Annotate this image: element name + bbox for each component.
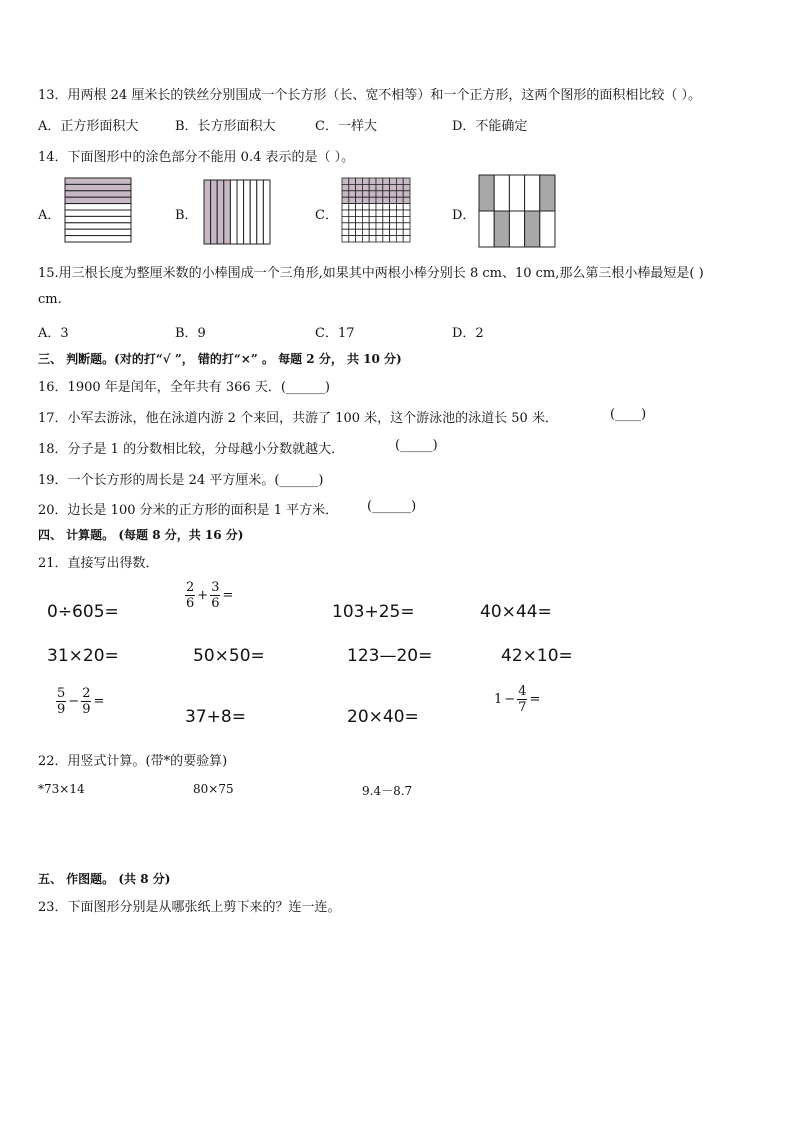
strip bbox=[224, 180, 231, 244]
grid-cell bbox=[390, 236, 397, 242]
grid-cell bbox=[349, 184, 356, 190]
grid-cell bbox=[369, 210, 376, 216]
calc-20-times-40[interactable]: 20×40= bbox=[347, 707, 419, 727]
grid-cell bbox=[494, 211, 509, 247]
q14-figure-b[interactable] bbox=[203, 179, 271, 245]
strip bbox=[263, 180, 270, 244]
denominator: 9 bbox=[82, 702, 91, 717]
grid-cell bbox=[403, 216, 410, 222]
grid-cell bbox=[362, 210, 369, 216]
calc-37-plus-8[interactable]: 37+8= bbox=[185, 707, 246, 727]
equals-sign: = bbox=[222, 588, 234, 603]
grid-cell bbox=[383, 210, 390, 216]
operator: − bbox=[68, 694, 80, 709]
operator: + bbox=[197, 588, 209, 603]
grid-cell bbox=[356, 204, 363, 210]
grid-cell bbox=[383, 216, 390, 222]
grid-cell bbox=[376, 223, 383, 229]
grid-cell bbox=[356, 236, 363, 242]
grid-cell bbox=[403, 223, 410, 229]
grid-cell bbox=[376, 236, 383, 242]
grid-cell bbox=[390, 178, 397, 184]
q13-option-b[interactable]: B．长方形面积大 bbox=[175, 119, 276, 134]
grid-cell bbox=[356, 229, 363, 235]
section-4-title: 四、 计算题。 (每题 8 分，共 16 分) bbox=[38, 528, 244, 542]
q13-option-a[interactable]: A．正方形面积大 bbox=[38, 119, 139, 134]
denominator: 7 bbox=[518, 700, 527, 715]
grid-cell bbox=[525, 211, 540, 247]
grid-cell bbox=[342, 236, 349, 242]
grid-cell bbox=[383, 184, 390, 190]
grid-cell bbox=[509, 175, 524, 211]
fraction bbox=[56, 686, 66, 717]
strip bbox=[65, 210, 131, 216]
q17-text: 17．小军去游泳，他在泳道内游 2 个来回，共游了 100 米，这个游泳池的泳道长 50 米． bbox=[38, 411, 558, 426]
strip bbox=[65, 191, 131, 197]
q13-text: 13．用两根 24 厘米长的铁丝分别围成一个长方形（长、宽不相等）和一个正方形，这两个图形的面积相比较（ ）。 bbox=[38, 88, 701, 103]
grid-cell bbox=[396, 229, 403, 235]
whole-number: 1 bbox=[494, 692, 503, 707]
grid-cell bbox=[342, 197, 349, 203]
grid-cell bbox=[376, 204, 383, 210]
grid-cell bbox=[540, 175, 555, 211]
fraction bbox=[81, 686, 91, 717]
grid-cell bbox=[403, 197, 410, 203]
q15-option-a[interactable]: A．3 bbox=[38, 326, 69, 341]
grid-cell bbox=[383, 223, 390, 229]
grid-cell bbox=[376, 184, 383, 190]
grid-cell bbox=[383, 178, 390, 184]
grid-cell bbox=[349, 197, 356, 203]
q22-item-9-4-minus-8-7[interactable]: 9.4－8.7 bbox=[362, 784, 413, 798]
q23-text: 23．下面图形分别是从哪张纸上剪下来的？连一连。 bbox=[38, 900, 341, 915]
q16-row bbox=[38, 376, 330, 395]
q17-answer-blank[interactable]: (____) bbox=[610, 407, 647, 422]
strip bbox=[65, 223, 131, 229]
q21-title: 21．直接写出得数． bbox=[38, 556, 159, 571]
grid-cell bbox=[396, 216, 403, 222]
grid-cell bbox=[349, 178, 356, 184]
grid-cell bbox=[376, 210, 383, 216]
grid-cell bbox=[525, 175, 540, 211]
q18-answer-blank[interactable]: (_____) bbox=[395, 438, 438, 453]
q19-answer-blank[interactable]: (______) bbox=[274, 473, 324, 488]
grid-cell bbox=[356, 184, 363, 190]
grid-cell bbox=[396, 184, 403, 190]
calc-frac-5-9-minus-2-9[interactable] bbox=[56, 686, 106, 717]
numerator: 2 bbox=[82, 686, 91, 701]
q15-text-line2: cm. bbox=[38, 292, 62, 307]
grid-cell bbox=[369, 184, 376, 190]
grid-cell bbox=[479, 175, 494, 211]
denominator: 6 bbox=[186, 596, 195, 611]
strip bbox=[65, 197, 131, 203]
grid-cell bbox=[362, 216, 369, 222]
strip bbox=[65, 216, 131, 222]
q15-option-b[interactable]: B．9 bbox=[175, 326, 206, 341]
grid-cell bbox=[349, 216, 356, 222]
grid-cell bbox=[342, 204, 349, 210]
calc-0-div-605[interactable]: 0÷605= bbox=[47, 602, 119, 622]
grid-cell bbox=[342, 229, 349, 235]
grid-cell bbox=[403, 178, 410, 184]
grid-cell bbox=[369, 223, 376, 229]
q18-text: 18．分子是 1 的分数相比较，分母越小分数就越大． bbox=[38, 442, 345, 457]
grid-cell bbox=[356, 178, 363, 184]
q20-row bbox=[38, 499, 338, 518]
grid-cell bbox=[362, 191, 369, 197]
equals-sign: = bbox=[529, 692, 541, 707]
strip bbox=[204, 180, 211, 244]
strip bbox=[257, 180, 264, 244]
grid-cell bbox=[479, 211, 494, 247]
grid-cell bbox=[403, 236, 410, 242]
numerator: 4 bbox=[518, 684, 527, 699]
q16-answer-blank[interactable]: (______) bbox=[280, 380, 330, 395]
grid-cell bbox=[342, 223, 349, 229]
grid-cell bbox=[396, 197, 403, 203]
grid-cell bbox=[403, 229, 410, 235]
q19-row bbox=[38, 469, 324, 488]
q14-label-c: C． bbox=[315, 208, 338, 223]
grid-cell bbox=[383, 191, 390, 197]
grid-cell bbox=[356, 210, 363, 216]
grid-cell bbox=[390, 191, 397, 197]
grid-cell bbox=[369, 204, 376, 210]
strip bbox=[217, 180, 224, 244]
grid-cell bbox=[376, 178, 383, 184]
grid-cell bbox=[403, 210, 410, 216]
grid-cell bbox=[349, 210, 356, 216]
strip bbox=[65, 184, 131, 190]
q15-text-line1: 15.用三根长度为整厘米数的小棒围成一个三角形,如果其中两根小棒分别长 8 cm、10 cm,那么第三根小棒最短是( ) bbox=[38, 266, 704, 281]
grid-cell bbox=[376, 229, 383, 235]
q22-item-73x14[interactable]: *73×14 bbox=[38, 782, 85, 796]
grid-cell bbox=[396, 204, 403, 210]
grid-cell bbox=[362, 197, 369, 203]
q22-title: 22．用竖式计算。(带*的要验算) bbox=[38, 754, 228, 769]
q20-answer-blank[interactable]: (______) bbox=[367, 499, 417, 514]
grid-cell bbox=[369, 229, 376, 235]
grid-cell bbox=[376, 191, 383, 197]
strip bbox=[65, 204, 131, 210]
q13-option-d[interactable]: D．不能确定 bbox=[452, 119, 528, 134]
strip bbox=[244, 180, 251, 244]
grid-cell bbox=[369, 178, 376, 184]
grid-cell bbox=[396, 191, 403, 197]
q14-label-a: A． bbox=[38, 208, 61, 223]
grid-cell bbox=[396, 236, 403, 242]
grid-cell bbox=[362, 184, 369, 190]
q13-option-c[interactable]: C．一样大 bbox=[315, 119, 377, 134]
calc-50-times-50[interactable]: 50×50= bbox=[193, 646, 265, 666]
grid-cell bbox=[396, 223, 403, 229]
strip bbox=[211, 180, 218, 244]
numerator: 3 bbox=[211, 580, 220, 595]
strip bbox=[65, 229, 131, 235]
grid-cell bbox=[342, 191, 349, 197]
grid-cell bbox=[362, 229, 369, 235]
grid-cell bbox=[390, 223, 397, 229]
denominator: 9 bbox=[57, 702, 66, 717]
grid-cell bbox=[390, 197, 397, 203]
grid-cell bbox=[342, 178, 349, 184]
grid-cell bbox=[349, 236, 356, 242]
grid-cell bbox=[362, 223, 369, 229]
q20-text: 20．边长是 100 分米的正方形的面积是 1 平方米． bbox=[38, 503, 339, 518]
grid-cell bbox=[362, 204, 369, 210]
grid-cell bbox=[342, 216, 349, 222]
grid-cell bbox=[369, 236, 376, 242]
q22-item-80x75[interactable]: 80×75 bbox=[193, 782, 234, 796]
q16-text: 16．1900 年是闰年，全年共有 366 天． bbox=[38, 380, 281, 395]
section-5-title: 五、 作图题。 (共 8 分) bbox=[38, 872, 171, 886]
q19-text: 19．一个长方形的周长是 24 平方厘米。 bbox=[38, 473, 275, 488]
calc-103-plus-25[interactable]: 103+25= bbox=[332, 602, 415, 622]
grid-cell bbox=[383, 236, 390, 242]
grid-cell bbox=[349, 223, 356, 229]
grid-cell bbox=[369, 216, 376, 222]
calc-frac-2-6-plus-3-6[interactable] bbox=[185, 580, 235, 611]
grid-cell bbox=[403, 191, 410, 197]
grid-cell bbox=[383, 197, 390, 203]
grid-cell bbox=[390, 204, 397, 210]
grid-cell bbox=[356, 216, 363, 222]
calc-42-times-10[interactable]: 42×10= bbox=[501, 646, 573, 666]
grid-cell bbox=[390, 184, 397, 190]
q18-row bbox=[38, 438, 344, 457]
grid-cell bbox=[376, 216, 383, 222]
q14-figure-a[interactable] bbox=[64, 177, 132, 243]
grid-cell bbox=[376, 197, 383, 203]
grid-cell bbox=[390, 210, 397, 216]
calc-123-minus-20[interactable]: 123—20= bbox=[347, 646, 433, 666]
grid-cell bbox=[383, 229, 390, 235]
grid-cell bbox=[349, 204, 356, 210]
calc-31-times-20[interactable]: 31×20= bbox=[47, 646, 119, 666]
grid-cell bbox=[509, 211, 524, 247]
grid-cell bbox=[362, 178, 369, 184]
strip bbox=[65, 236, 131, 242]
q17-row bbox=[38, 407, 558, 426]
q14-text: 14．下面图形中的涂色部分不能用 0.4 表示的是（ ）。 bbox=[38, 150, 355, 165]
grid-cell bbox=[396, 178, 403, 184]
section-3-title: 三、 判断题。(对的打“√ ”， 错的打“×” 。 每题 2 分， 共 10 分) bbox=[38, 352, 402, 366]
calc-1-minus-frac-4-7[interactable] bbox=[494, 684, 542, 715]
q14-label-b: B． bbox=[175, 208, 198, 223]
strip bbox=[230, 180, 237, 244]
strip bbox=[250, 180, 257, 244]
equals-sign: = bbox=[93, 694, 105, 709]
denominator: 6 bbox=[211, 596, 220, 611]
q14-figure-c[interactable] bbox=[341, 177, 411, 243]
grid-cell bbox=[390, 229, 397, 235]
grid-cell bbox=[540, 211, 555, 247]
strip bbox=[237, 180, 244, 244]
grid-cell bbox=[403, 184, 410, 190]
fraction bbox=[185, 580, 195, 611]
fraction bbox=[517, 684, 527, 715]
grid-cell bbox=[356, 223, 363, 229]
grid-cell bbox=[342, 210, 349, 216]
grid-cell bbox=[362, 236, 369, 242]
grid-cell bbox=[349, 191, 356, 197]
numerator: 5 bbox=[57, 686, 66, 701]
grid-cell bbox=[356, 191, 363, 197]
strip bbox=[65, 178, 131, 184]
numerator: 2 bbox=[186, 580, 195, 595]
grid-cell bbox=[396, 210, 403, 216]
q15-option-c[interactable]: C．17 bbox=[315, 326, 355, 341]
grid-cell bbox=[383, 204, 390, 210]
operator: − bbox=[504, 692, 516, 707]
grid-cell bbox=[349, 229, 356, 235]
grid-cell bbox=[369, 191, 376, 197]
grid-cell bbox=[390, 216, 397, 222]
grid-cell bbox=[356, 197, 363, 203]
q14-figure-d[interactable] bbox=[478, 174, 558, 248]
q15-option-d[interactable]: D．2 bbox=[452, 326, 484, 341]
grid-cell bbox=[494, 175, 509, 211]
grid-cell bbox=[342, 184, 349, 190]
q14-label-d: D． bbox=[452, 208, 476, 223]
grid-cell bbox=[403, 204, 410, 210]
grid-cell bbox=[369, 197, 376, 203]
calc-40-times-44[interactable]: 40×44= bbox=[480, 602, 552, 622]
fraction bbox=[210, 580, 220, 611]
